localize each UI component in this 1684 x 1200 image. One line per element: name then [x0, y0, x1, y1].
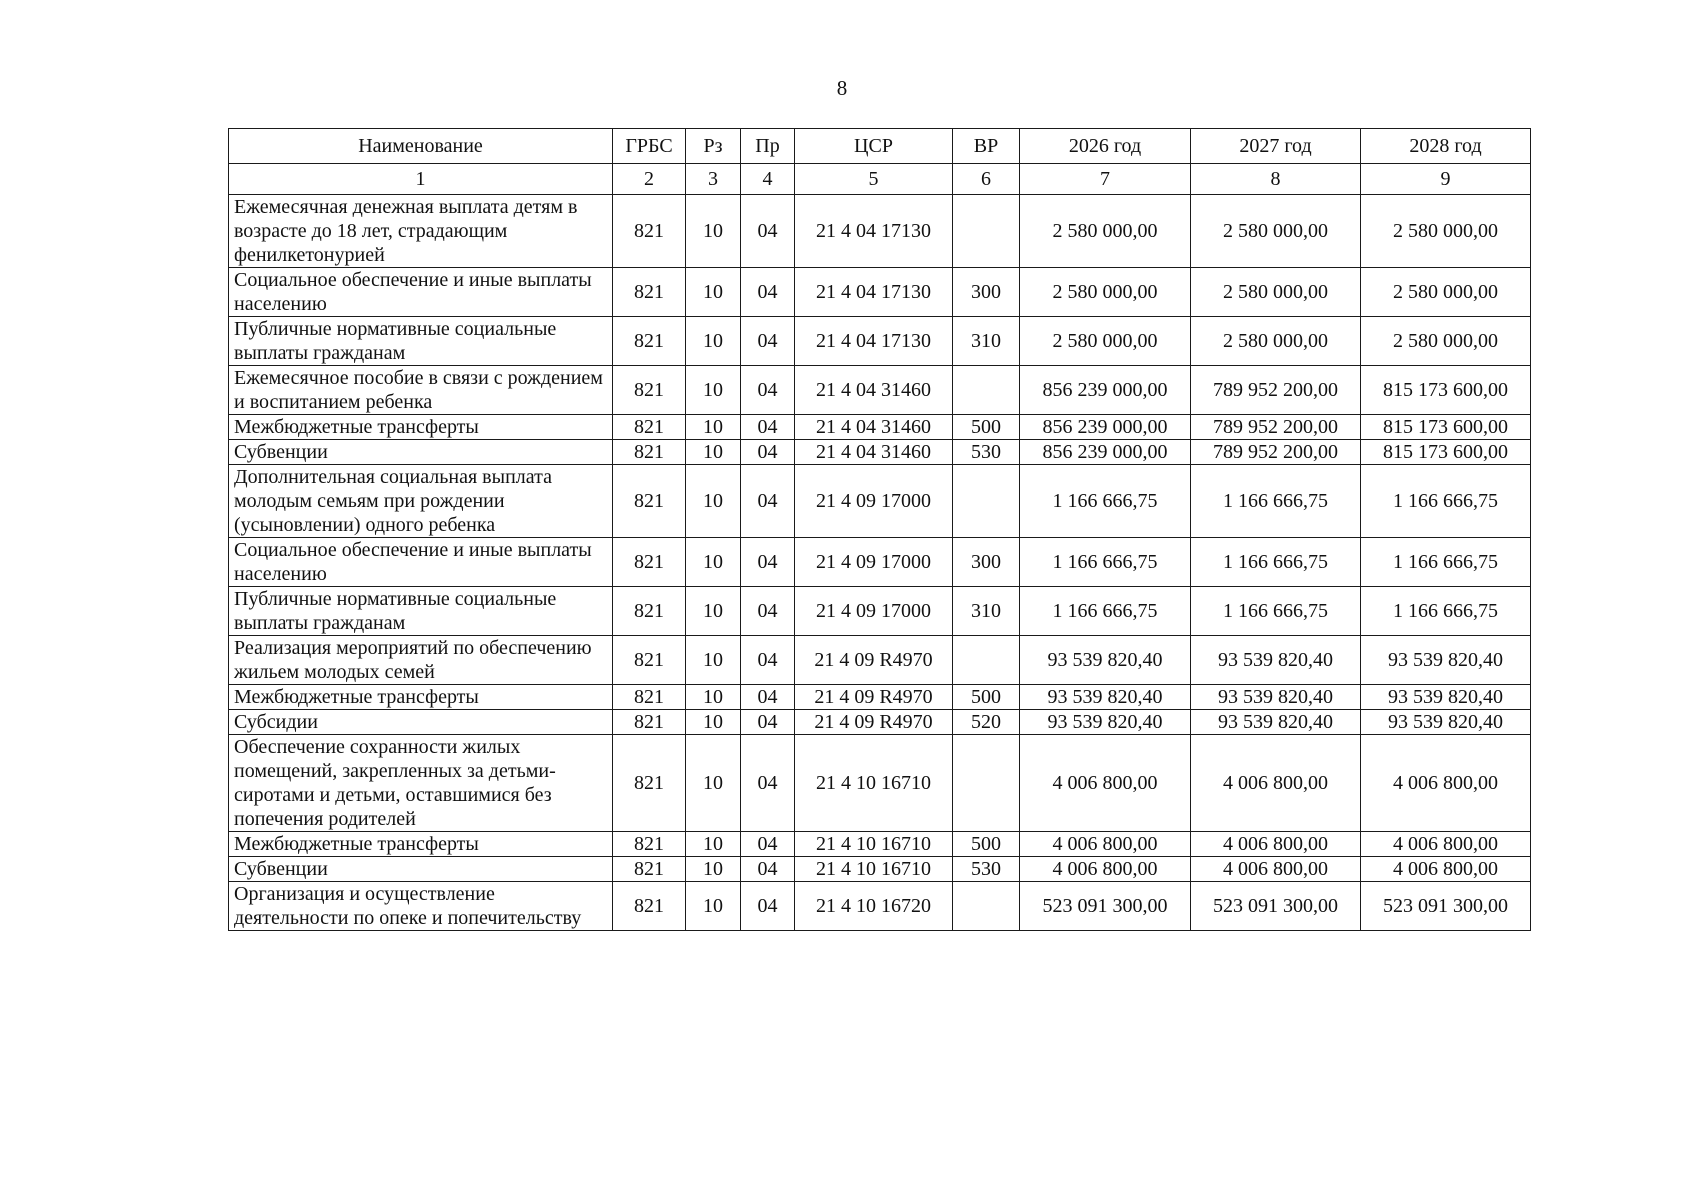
- row-2027: 1 166 666,75: [1191, 465, 1361, 538]
- column-number: 5: [795, 164, 953, 195]
- header-name: Наименование: [229, 129, 613, 164]
- row-pr: 04: [741, 317, 795, 366]
- row-2028: 4 006 800,00: [1361, 857, 1531, 882]
- row-2028: 93 539 820,40: [1361, 685, 1531, 710]
- row-vr: 500: [953, 685, 1020, 710]
- table-row: [229, 195, 1531, 268]
- row-2026: 856 239 000,00: [1020, 440, 1191, 465]
- table-body: [229, 164, 1531, 931]
- row-2026: 4 006 800,00: [1020, 832, 1191, 857]
- page-number: 8: [836, 76, 848, 100]
- row-grbs: 821: [613, 415, 686, 440]
- row-2027: 93 539 820,40: [1191, 710, 1361, 735]
- row-name: Обеспечение сохранности жилых помещений, закрепленных за детьми-сиротами и детьми, оставшимися без попечения родителей: [229, 735, 613, 832]
- row-2026: 523 091 300,00: [1020, 882, 1191, 931]
- row-name: Субвенции: [229, 440, 613, 465]
- row-2027: 789 952 200,00: [1191, 366, 1361, 415]
- row-csr: 21 4 09 17000: [795, 587, 953, 636]
- row-2026: 93 539 820,40: [1020, 685, 1191, 710]
- row-2027: 4 006 800,00: [1191, 832, 1361, 857]
- row-name: Реализация мероприятий по обеспечению жильем молодых семей: [229, 636, 613, 685]
- row-rz: 10: [686, 587, 741, 636]
- row-pr: 04: [741, 538, 795, 587]
- table-row: [229, 832, 1531, 857]
- row-name: Межбюджетные трансферты: [229, 685, 613, 710]
- row-2027: 4 006 800,00: [1191, 857, 1361, 882]
- row-rz: 10: [686, 465, 741, 538]
- row-2027: 789 952 200,00: [1191, 440, 1361, 465]
- column-number: 4: [741, 164, 795, 195]
- column-number: 6: [953, 164, 1020, 195]
- row-2026: 1 166 666,75: [1020, 465, 1191, 538]
- column-number: 9: [1361, 164, 1531, 195]
- row-csr: 21 4 04 31460: [795, 440, 953, 465]
- row-grbs: 821: [613, 195, 686, 268]
- row-2028: 1 166 666,75: [1361, 465, 1531, 538]
- row-2026: 856 239 000,00: [1020, 366, 1191, 415]
- budget-table: [228, 128, 1531, 931]
- row-2026: 2 580 000,00: [1020, 317, 1191, 366]
- row-pr: 04: [741, 882, 795, 931]
- row-rz: 10: [686, 317, 741, 366]
- row-2026: 1 166 666,75: [1020, 587, 1191, 636]
- table-row: [229, 317, 1531, 366]
- row-2028: 4 006 800,00: [1361, 832, 1531, 857]
- column-number: 2: [613, 164, 686, 195]
- row-csr: 21 4 10 16720: [795, 882, 953, 931]
- row-rz: 10: [686, 636, 741, 685]
- row-pr: 04: [741, 195, 795, 268]
- row-grbs: 821: [613, 882, 686, 931]
- row-vr: [953, 366, 1020, 415]
- row-2026: 4 006 800,00: [1020, 857, 1191, 882]
- header-rz: Рз: [686, 129, 741, 164]
- row-csr: 21 4 04 17130: [795, 268, 953, 317]
- table-row: [229, 735, 1531, 832]
- row-pr: 04: [741, 636, 795, 685]
- row-2027: 789 952 200,00: [1191, 415, 1361, 440]
- row-vr: 530: [953, 857, 1020, 882]
- row-pr: 04: [741, 857, 795, 882]
- row-pr: 04: [741, 587, 795, 636]
- row-csr: 21 4 04 17130: [795, 195, 953, 268]
- table-row: [229, 465, 1531, 538]
- row-rz: 10: [686, 832, 741, 857]
- row-name: Межбюджетные трансферты: [229, 832, 613, 857]
- header-pr: Пр: [741, 129, 795, 164]
- row-2026: 1 166 666,75: [1020, 538, 1191, 587]
- row-csr: 21 4 04 17130: [795, 317, 953, 366]
- row-vr: [953, 195, 1020, 268]
- row-vr: [953, 465, 1020, 538]
- row-name: Дополнительная социальная выплата молодым семьям при рождении (усыновлении) одного ребенка: [229, 465, 613, 538]
- row-grbs: 821: [613, 710, 686, 735]
- row-pr: 04: [741, 366, 795, 415]
- row-grbs: 821: [613, 465, 686, 538]
- row-csr: 21 4 09 R4970: [795, 636, 953, 685]
- table-header: [229, 129, 1531, 164]
- row-2026: 856 239 000,00: [1020, 415, 1191, 440]
- row-grbs: 821: [613, 832, 686, 857]
- row-vr: [953, 636, 1020, 685]
- row-2028: 2 580 000,00: [1361, 195, 1531, 268]
- row-2026: 93 539 820,40: [1020, 636, 1191, 685]
- row-pr: 04: [741, 710, 795, 735]
- header-vr: ВР: [953, 129, 1020, 164]
- row-rz: 10: [686, 735, 741, 832]
- row-name: Межбюджетные трансферты: [229, 415, 613, 440]
- row-csr: 21 4 09 17000: [795, 465, 953, 538]
- row-2026: 4 006 800,00: [1020, 735, 1191, 832]
- header-2026: 2026 год: [1020, 129, 1191, 164]
- row-2028: 1 166 666,75: [1361, 587, 1531, 636]
- row-grbs: 821: [613, 857, 686, 882]
- row-2027: 93 539 820,40: [1191, 636, 1361, 685]
- table-row: [229, 882, 1531, 931]
- row-vr: 300: [953, 538, 1020, 587]
- row-2028: 523 091 300,00: [1361, 882, 1531, 931]
- row-2026: 2 580 000,00: [1020, 195, 1191, 268]
- row-name: Ежемесячная денежная выплата детям в возрасте до 18 лет, страдающим фенилкетонурией: [229, 195, 613, 268]
- row-vr: 530: [953, 440, 1020, 465]
- row-grbs: 821: [613, 317, 686, 366]
- row-rz: 10: [686, 710, 741, 735]
- row-csr: 21 4 10 16710: [795, 832, 953, 857]
- row-rz: 10: [686, 882, 741, 931]
- row-2026: 2 580 000,00: [1020, 268, 1191, 317]
- column-number: 8: [1191, 164, 1361, 195]
- row-csr: 21 4 09 R4970: [795, 685, 953, 710]
- row-pr: 04: [741, 415, 795, 440]
- header-grbs: ГРБС: [613, 129, 686, 164]
- table-row: [229, 587, 1531, 636]
- row-csr: 21 4 09 17000: [795, 538, 953, 587]
- table-row: [229, 857, 1531, 882]
- row-grbs: 821: [613, 636, 686, 685]
- table-row: [229, 685, 1531, 710]
- row-grbs: 821: [613, 440, 686, 465]
- row-vr: [953, 735, 1020, 832]
- row-name: Социальное обеспечение и иные выплаты населению: [229, 268, 613, 317]
- table-row: [229, 538, 1531, 587]
- row-pr: 04: [741, 268, 795, 317]
- row-name: Субвенции: [229, 857, 613, 882]
- row-rz: 10: [686, 440, 741, 465]
- row-2026: 93 539 820,40: [1020, 710, 1191, 735]
- row-2027: 1 166 666,75: [1191, 538, 1361, 587]
- row-rz: 10: [686, 195, 741, 268]
- row-grbs: 821: [613, 366, 686, 415]
- header-2027: 2027 год: [1191, 129, 1361, 164]
- row-name: Организация и осуществление деятельности по опеке и попечительству: [229, 882, 613, 931]
- row-2027: 2 580 000,00: [1191, 195, 1361, 268]
- column-number: 3: [686, 164, 741, 195]
- row-rz: 10: [686, 538, 741, 587]
- row-pr: 04: [741, 735, 795, 832]
- row-grbs: 821: [613, 268, 686, 317]
- column-number: 1: [229, 164, 613, 195]
- row-2028: 93 539 820,40: [1361, 636, 1531, 685]
- row-vr: 500: [953, 832, 1020, 857]
- row-rz: 10: [686, 415, 741, 440]
- table-row: [229, 366, 1531, 415]
- row-2028: 2 580 000,00: [1361, 317, 1531, 366]
- row-grbs: 821: [613, 538, 686, 587]
- row-2028: 1 166 666,75: [1361, 538, 1531, 587]
- row-pr: 04: [741, 832, 795, 857]
- row-rz: 10: [686, 685, 741, 710]
- row-rz: 10: [686, 366, 741, 415]
- table-row: [229, 636, 1531, 685]
- row-2027: 523 091 300,00: [1191, 882, 1361, 931]
- row-2027: 2 580 000,00: [1191, 268, 1361, 317]
- row-vr: 310: [953, 587, 1020, 636]
- row-csr: 21 4 04 31460: [795, 366, 953, 415]
- row-grbs: 821: [613, 735, 686, 832]
- row-rz: 10: [686, 268, 741, 317]
- header-csr: ЦСР: [795, 129, 953, 164]
- table-row: [229, 710, 1531, 735]
- row-name: Публичные нормативные социальные выплаты гражданам: [229, 317, 613, 366]
- row-2028: 93 539 820,40: [1361, 710, 1531, 735]
- row-csr: 21 4 04 31460: [795, 415, 953, 440]
- row-2027: 1 166 666,75: [1191, 587, 1361, 636]
- table-row: [229, 440, 1531, 465]
- header-row: [229, 129, 1531, 164]
- row-pr: 04: [741, 685, 795, 710]
- row-pr: 04: [741, 465, 795, 538]
- row-2028: 815 173 600,00: [1361, 415, 1531, 440]
- table-row: [229, 415, 1531, 440]
- row-name: Ежемесячное пособие в связи с рождением и воспитанием ребенка: [229, 366, 613, 415]
- row-2027: 2 580 000,00: [1191, 317, 1361, 366]
- header-2028: 2028 год: [1361, 129, 1531, 164]
- row-2028: 2 580 000,00: [1361, 268, 1531, 317]
- row-name: Социальное обеспечение и иные выплаты населению: [229, 538, 613, 587]
- row-vr: 300: [953, 268, 1020, 317]
- row-vr: [953, 882, 1020, 931]
- row-csr: 21 4 10 16710: [795, 735, 953, 832]
- row-csr: 21 4 10 16710: [795, 857, 953, 882]
- row-2028: 4 006 800,00: [1361, 735, 1531, 832]
- row-2028: 815 173 600,00: [1361, 366, 1531, 415]
- row-grbs: 821: [613, 587, 686, 636]
- row-name: Субсидии: [229, 710, 613, 735]
- row-vr: 500: [953, 415, 1020, 440]
- row-2027: 4 006 800,00: [1191, 735, 1361, 832]
- table-row: [229, 268, 1531, 317]
- row-2028: 815 173 600,00: [1361, 440, 1531, 465]
- row-pr: 04: [741, 440, 795, 465]
- row-grbs: 821: [613, 685, 686, 710]
- row-rz: 10: [686, 857, 741, 882]
- column-number-row: [229, 164, 1531, 195]
- row-csr: 21 4 09 R4970: [795, 710, 953, 735]
- row-name: Публичные нормативные социальные выплаты гражданам: [229, 587, 613, 636]
- row-vr: 310: [953, 317, 1020, 366]
- row-2027: 93 539 820,40: [1191, 685, 1361, 710]
- column-number: 7: [1020, 164, 1191, 195]
- row-vr: 520: [953, 710, 1020, 735]
